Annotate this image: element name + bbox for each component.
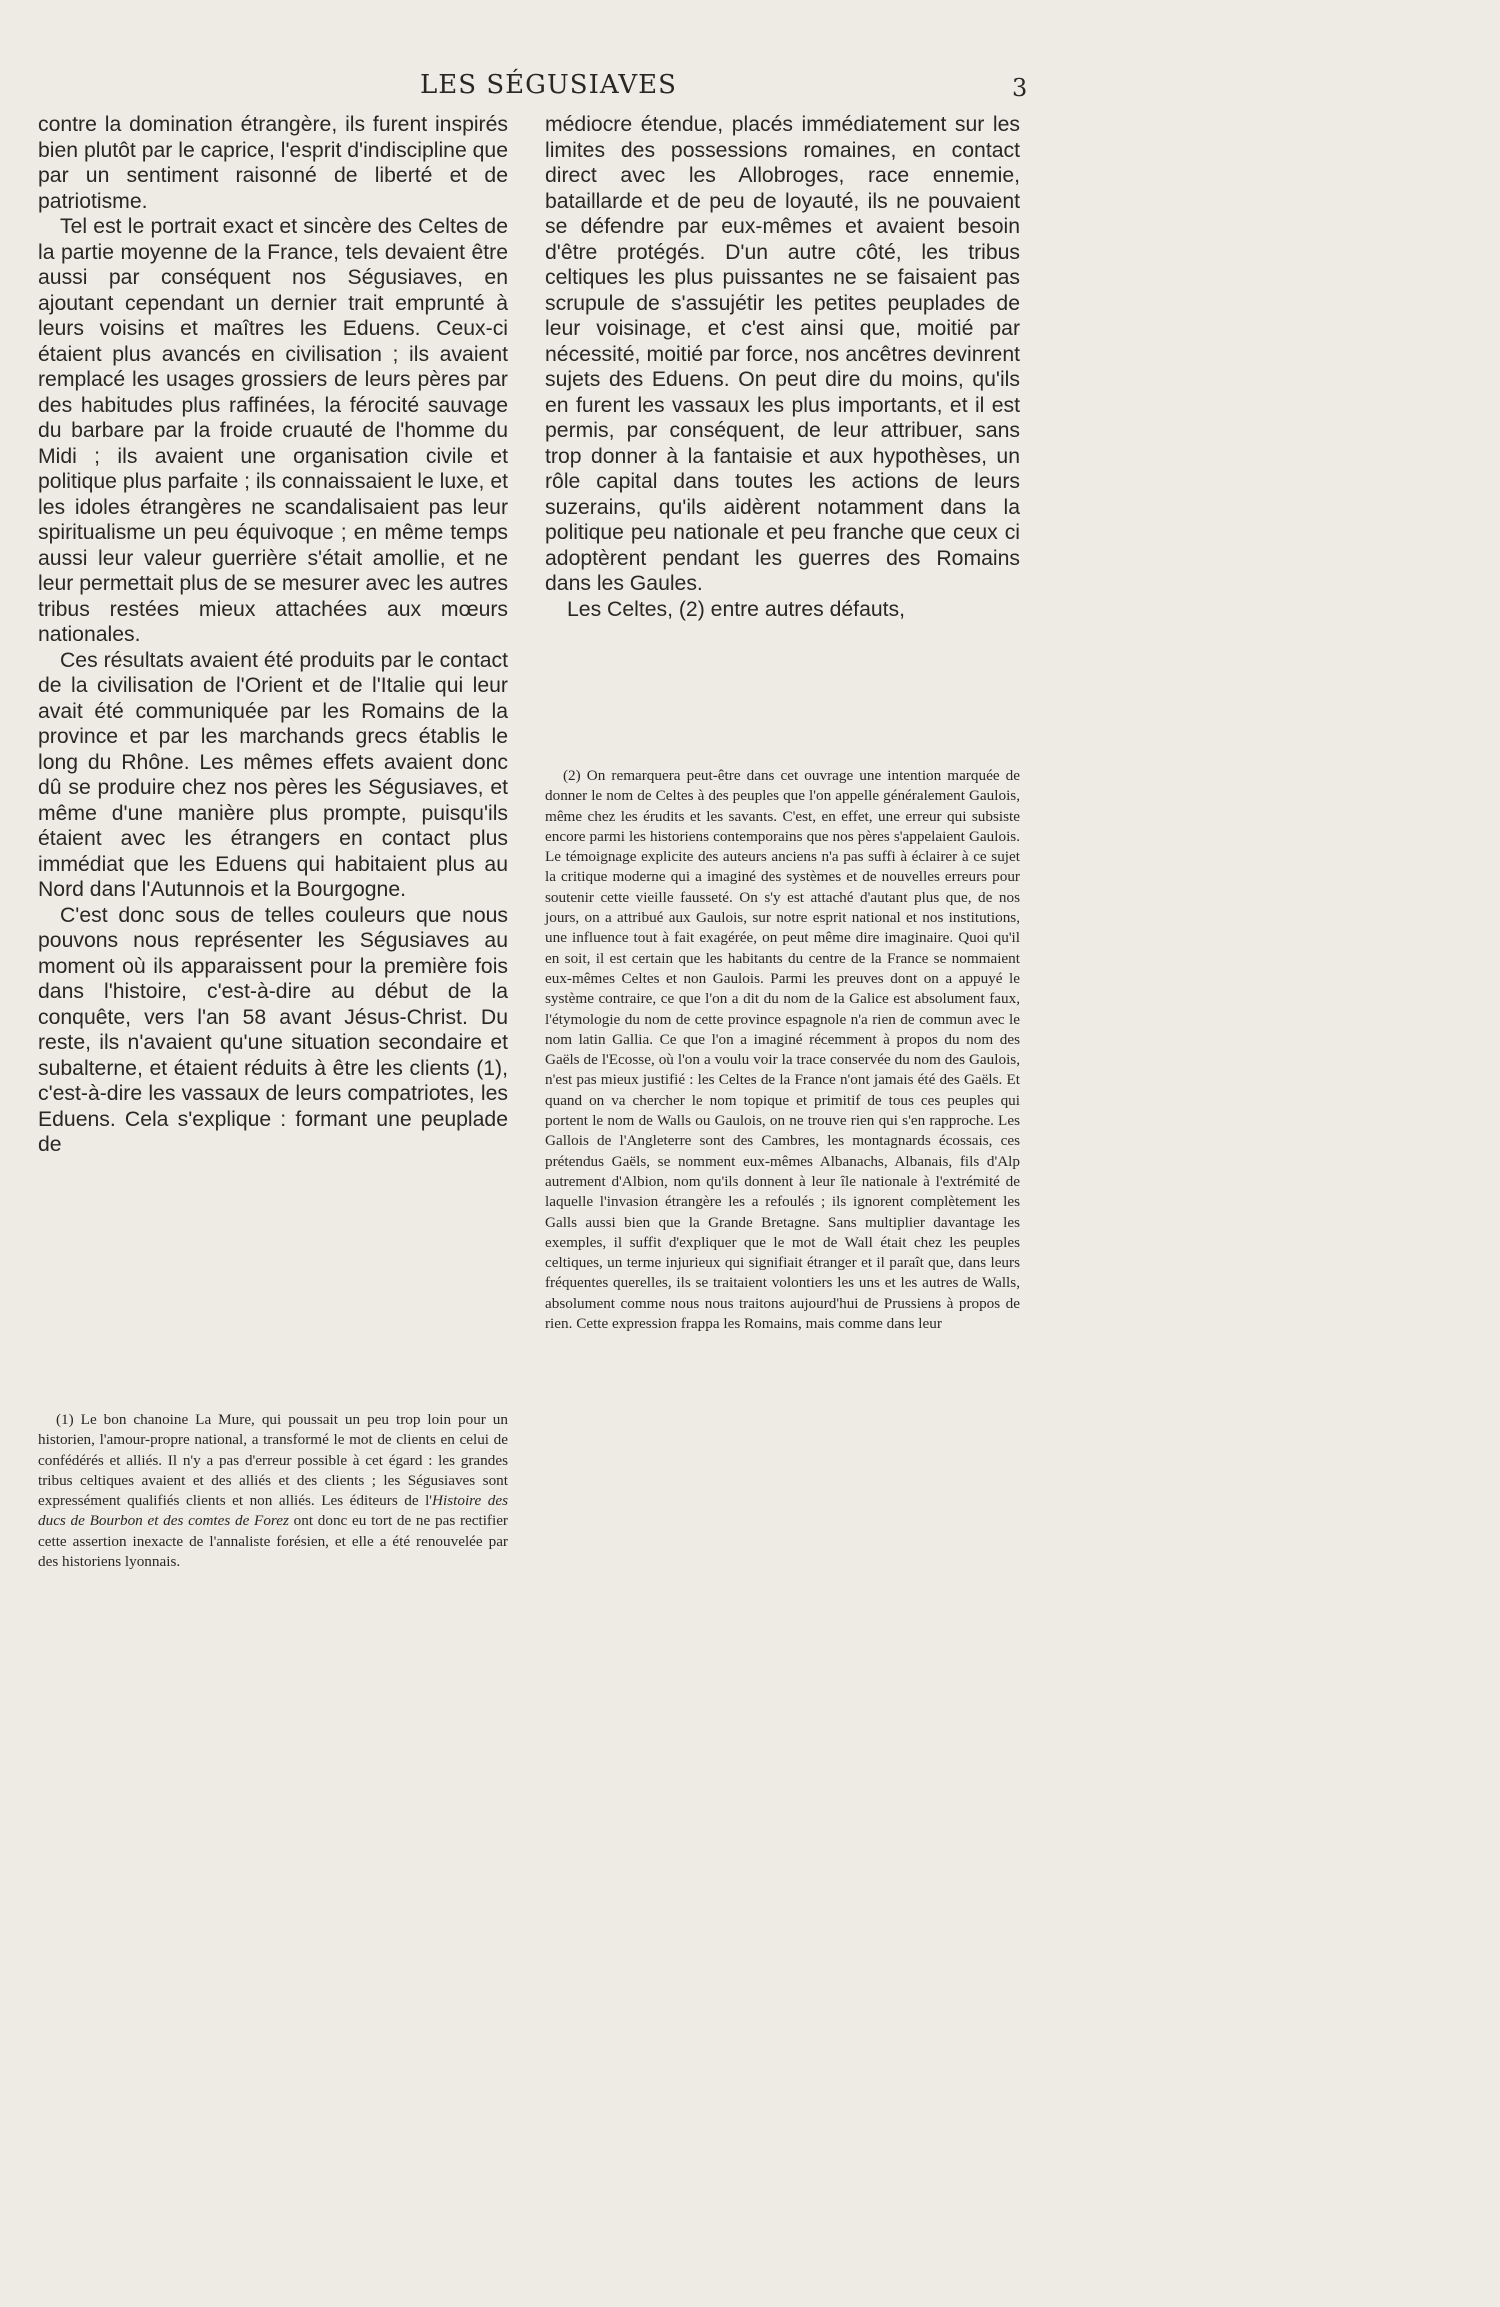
paragraph: Tel est le portrait exact et sincère des Celtes de la partie moyenne de la France, tels devaient être aussi par conséquent nos Ségusiaves, en ajoutant cependant un dernier trait emprunté à leurs voisins et maîtres les Eduens. Ceux-ci étaient plus avancés en civilisation ; ils avaient remplacé les usages grossiers de leurs pères par des habitudes plus raffinées, la férocité sauvage du barbare par la froide cruauté de l'homme du Midi ; ils avaient une organisation civile et politique plus parfaite ; ils connaissaient le luxe, et les idoles étrangères ne scandalisaient pas leur spiritualisme un peu équivoque ; en même temps aussi leur valeur guerrière s'était amollie, et ne leur permettait plus de se mesurer avec les autres tribus restées mieux attachées aux mœurs nationales. — [38, 215, 508, 646]
running-head — [40, 70, 1040, 106]
footnote-cited-title: Histoire des ducs de Bourbon et des comtes de Forez — [38, 1492, 508, 1530]
footnote-1 — [38, 1410, 508, 1572]
footnote-text: (2) On remarquera peut-être dans cet ouvrage une intention marquée de donner le nom de Celtes à des peuples que l'on appelle généralement Gaulois, même chez les érudits et les savants. C'est, en effet, une erreur qui subsiste encore parmi les historiens contemporains que nos pères s'appelaient Gaulois. Le témoignage explicite des auteurs anciens n'a pas suffi à éclairer à ce sujet la critique moderne qui a imaginé des systèmes et de nouvelles erreurs pour soutenir cette vieille fausseté. On s'y est attaché d'autant plus que, de nos jours, on a attribué aux Gaulois, sur notre esprit national et nos institutions, une influence tout à fait exagérée, on peut même dire imaginaire. Quoi qu'il en soit, il est certain que les habitants du centre de la France se nommaient eux-mêmes Celtes et non Gaulois. Parmi les preuves dont on a appuyé le système contraire, ce que l'on a dit du nom de la Galice est absolument faux, l'étymologie du nom de cette province espagnole n'a rien de commun avec le nom latin Gallia. Ce que l'on a imaginé récemment à propos du nom des Gaëls de l'Ecosse, où l'on a voulu voir la trace conservée du nom des Gaulois, n'est pas mieux justifié : les Celtes de la France n'ont jamais été des Gaëls. Et quand on va chercher le nom topique et primitif de tous ces peuples qui portent le nom de Walls ou Gaulois, on ne trouve rien qui s'en rapproche. Les Gallois de l'Angleterre sont des Cambres, les montagnards écossais, ces prétendus Gaëls, se nomment eux-mêmes Albanachs, Albanais, fils d'Alp autrement d'Albion, nom qu'ils donnent à leur île nationale à l'extrémité de laquelle l'invasion étrangère les a refoulés ; ils ignorent complètement les Galls aussi bien que la Grande Bretagne. Sans multiplier davantage les exemples, il suffit d'expliquer que le mot de Wall était chez les peuples celtiques, un terme injurieux qui signifiait étranger et il paraît que, dans leurs fréquentes querelles, ils se traitaient volontiers les uns et les autres de Walls, absolument comme nous nous traitons aujourd'hui de Prussiens à propos de rien. Cette expression frappa les Romains, mais comme dans leur — [545, 767, 1020, 1333]
paragraph: Les Celtes, (2) entre autres défauts, — [567, 597, 905, 621]
paragraph: contre la domination étrangère, ils furent inspirés bien plutôt par le caprice, l'esprit d'indiscipline que par un sentiment raisonné de liberté et de patriotisme. — [38, 113, 508, 213]
footnote-2 — [545, 766, 1020, 1334]
running-title: LES SÉGUSIAVES — [420, 70, 677, 100]
footnote-text — [38, 1410, 508, 1572]
footnote-text-part: (1) Le bon chanoine La Mure, qui poussait un peu trop loin pour un historien, l'amour-propre national, a transformé le mot de clients en celui de confédérés et alliés. Il n'y a pas d'erreur possible à cet égard : les grandes tribus celtiques avaient et des alliés et des clients ; les Ségusiaves sont expressément qualifiés clients et non alliés. Les éditeurs de l' — [38, 1411, 508, 1510]
paragraph: C'est donc sous de telles couleurs que nous pouvons nous représenter les Ségusiaves au moment où ils apparaissent pour la première fois dans l'histoire, c'est-à-dire au début de la conquête, vers l'an 58 avant Jésus-Christ. Du reste, ils n'avaient qu'une situation secondaire et subalterne, et étaient réduits à être les clients (1), c'est-à-dire les vassaux de leurs compatriotes, les Eduens. Cela s'explique : formant une peuplade de — [38, 903, 508, 1156]
left-column — [38, 112, 508, 1158]
page-number: 3 — [1012, 74, 1028, 102]
footnote-text-part: ont donc eu tort de ne pas rectifier cette assertion inexacte de l'annaliste forésien, et elle a été renouvelée par des historiens lyonnais. — [38, 1512, 508, 1571]
paragraph: Ces résultats avaient été produits par le contact de la civilisation de l'Orient et de l'Italie qui leur avait été communiquée par les Romains de la province et par les marchands grecs établis le long du Rhône. Les mêmes effets avaient donc dû se produire chez nos pères les Ségusiaves, et même d'une manière plus prompte, puisqu'ils étaient avec les étrangers en contact plus immédiat que les Eduens qui habitaient plus au Nord dans l'Autunnois et la Bourgogne. — [38, 648, 508, 901]
paragraph: médiocre étendue, placés immédiatement sur les limites des possessions romaines, en contact direct avec les Allobroges, race ennemie, bataillarde et de peu de loyauté, ils ne pouvaient se défendre par eux-mêmes et avaient besoin d'être protégés. D'un autre côté, les tribus celtiques les plus puissantes ne se faisaient pas scrupule de s'assujétir les petites peuplades de leur voisinage, et c'est ainsi que, moitié par nécessité, moitié par force, nos ancêtres devinrent sujets des Eduens. On peut dire du moins, qu'ils en furent les vassaux les plus importants, et il est permis, par conséquent, de leur attribuer, sans trop donner à la fantaisie et aux hypothèses, un rôle capital dans toutes les actions de leurs suzerains, qu'ils aidèrent notamment dans la politique peu nationale et peu franche que ceux ci adoptèrent pendant les guerres des Romains dans les Gaules. — [545, 113, 1020, 595]
right-column — [545, 112, 1020, 622]
